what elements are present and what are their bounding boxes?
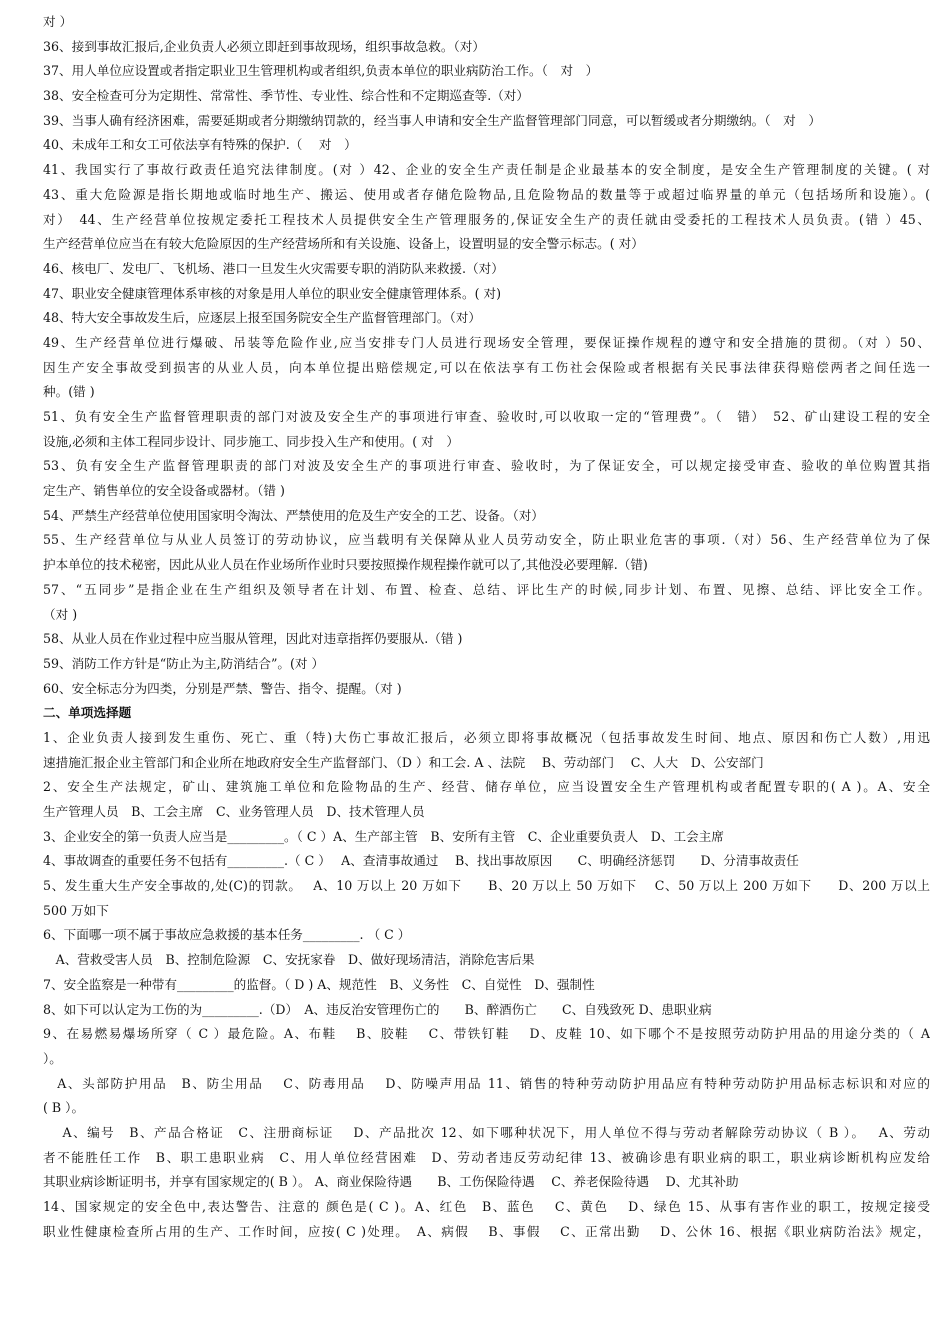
text-line: 43、重大危险源是指长期地或临时地生产、搬运、使用或者存储危险物品,且危险物品的数量等于或超过临界量的单元（包括场所和设施）。(	[43, 186, 930, 202]
text-line: 49、生产经营单位进行爆破、吊装等危险作业,应当安排专门人员进行现场安全管理，要保证操作规程的遵守和安全措施的贯彻。（对 ）50、	[43, 334, 930, 350]
text-line: 生产管理人员 B、工会主席 C、业务管理人员 D、技术管理人员	[43, 804, 425, 819]
text-line: ( B ）。	[43, 1100, 85, 1116]
text-line: 57、“五同步”是指企业在生产组织及领导者在计划、布置、检查、总结、评比生产的时候,同步计划、布置、见擦、总结、评比安全工作。	[43, 581, 930, 597]
text-line: 14、国家规定的安全色中,表达警告、注意的 颜色是( C )。A、红色 B、蓝色 C、黄色 D、绿色 15、从事有害作业的职工，按规定接受	[43, 1199, 930, 1214]
text-line: 速措施汇报企业主管部门和企业所在地政府安全生产监督部门、（D ）和工会. A 、法院 B、劳动部门 C、人大 D、公安部门	[43, 754, 764, 770]
text-line: 8、如下可以认定为工伤的为_________.（D） A、违反治安管理伤亡的 B、醉酒伤亡 C、自残致死 D、患职业病	[43, 1001, 712, 1017]
text-line: 59、消防工作方针是“防止为主,防消结合”。(对 ）	[43, 655, 325, 671]
text-line: 护本单位的技术秘密，因此从业人员在作业场所作业时只要按照操作规程操作就可以了,其他没必要理解.（错)	[43, 557, 648, 573]
text-line: 47、职业安全健康管理体系审核的对象是用人单位的职业安全健康管理体系。( 对)	[43, 285, 502, 301]
text-line: 2、安全生产法规定，矿山、建筑施工单位和危险物品的生产、经营、储存单位，应当设置安全生产管理机构或者配置专职的( A )。A、安全	[43, 779, 930, 795]
text-line: 5、发生重大生产安全事故的,处(C)的罚款。 A、10 万以上 20 万如下 B、20 万以上 50 万如下 C、50 万以上 200 万如下 D、200 万以上	[43, 878, 930, 894]
text-line: 500 万如下	[43, 902, 109, 918]
text-line: 4、事故调查的重要任务不包括有_________.（ C ） A、查清事故通过 B、找出事故原因 C、明确经济惩罚 D、分清事故责任	[43, 853, 799, 869]
text-line: 定生产、销售单位的安全设备或器材。（错 )	[43, 483, 285, 499]
text-line: A、营救受害人员 B、控制危险源 C、安抚家眷 D、做好现场清洁，消除危害后果	[43, 952, 535, 968]
text-line: （对 )	[43, 606, 78, 622]
text-line: 41、我国实行了事故行政责任追究法律制度。(对 ）42、企业的安全生产责任制是企业最基本的安全制度，是安全生产管理制度的关键。( 对	[43, 162, 930, 178]
text-line: 7、安全监察是一种带有_________的监督。（ D ) A、规范性 B、义务性 C、自觉性 D、强制性	[43, 976, 595, 992]
text-line: 其职业病诊断证明书，并享有国家规定的( B ）。 A、商业保险待遇 B、工伤保险待遇 C、养老保险待遇 D、尤其补助	[43, 1174, 739, 1190]
text-line: 46、核电厂、发电厂、飞机场、港口一旦发生火灾需要专职的消防队来救援.（对）	[43, 260, 504, 276]
text-line: 1、企业负责人接到发生重伤、死亡、重（特)大伤亡事故汇报后，必须立即将事故概况（包括事故发生时间、地点、原因和伤亡人数）,用迅	[43, 729, 930, 745]
text-line: 60、安全标志分为四类，分别是严禁、警告、指令、提醒。（对 )	[43, 680, 402, 696]
text-line: 55、生产经营单位与从业人员签订的劳动协议，应当载明有关保障从业人员劳动安全，防止职业危害的事项.（对）56、生产经营单位为了保	[43, 532, 930, 548]
text-line: 40、未成年工和女工可依法享有特殊的保护.（ 对 ）	[43, 137, 357, 153]
text-line: A、编号 B、产品合格证 C、注册商标证 D、产品批次 12、如下哪种状况下，用人单位不得与劳动者解除劳动协议（ B ）。 A、劳动	[43, 1124, 930, 1140]
text-line: 对） 44、生产经营单位按规定委托工程技术人员提供安全生产管理服务的,保证安全生产的责任就由受委托的工程技术人员负责。(错 ）45、	[43, 211, 930, 227]
text-line: 职业性健康检查所占用的生产、工作时间，应按( C )处理。 A、病假 B、事假 C、正常出勤 D、公休 16、根据《职业病防治法》规定，	[43, 1223, 930, 1239]
text-line: 种。(错 )	[43, 384, 95, 400]
text-line: ）。	[43, 1050, 62, 1066]
text-line: 3、企业安全的第一负责人应当是_________。（ C ）A、生产部主管 B、安所有主管 C、企业重要负责人 D、工会主席	[43, 828, 724, 844]
text-line: 对 ）	[43, 14, 73, 29]
text-line: 设施,必须和主体工程同步设计、同步施工、同步投入生产和使用。( 对 ）	[43, 433, 459, 449]
text-line: 37、用人单位应设置或者指定职业卫生管理机构或者组织,负责本单位的职业病防治工作。（ 对 ）	[43, 63, 599, 79]
text-line: 6、下面哪一项不属于事故应急救援的基本任务_________. （ C ）	[43, 927, 411, 943]
text-line: 39、当事人确有经济困难，需要延期或者分期缴纳罚款的，经当事人申请和安全生产监督管理部门同意，可以暂缓或者分期缴纳。（ 对 ）	[43, 112, 821, 128]
section-heading: 二、单项选择题	[43, 705, 132, 721]
text-line: 生产经营单位应当在有较大危险原因的生产经营场所和有关设施、设备上，设置明显的安全警示标志。( 对）	[43, 236, 644, 252]
text-line: 38、安全检查可分为定期性、常常性、季节性、专业性、综合性和不定期巡查等.（对）	[43, 88, 529, 104]
text-line: 36、接到事故汇报后,企业负责人必须立即赶到事故现场，组织事故急救。（对）	[43, 38, 485, 54]
text-line: 58、从业人员在作业过程中应当服从管理，因此对违章指挥仍要服从.（错 )	[43, 631, 463, 647]
text-line: 48、特大安全事故发生后，应逐层上报至国务院安全生产监督管理部门。（对）	[43, 310, 481, 326]
text-line: 53、负有安全生产监督管理职责的部门对波及安全生产的事项进行审查、验收时，为了保证安全，可以规定接受审查、验收的单位购置其指	[43, 458, 930, 474]
text-line: 者不能胜任工作 B、职工患职业病 C、用人单位经营困难 D、劳动者违反劳动纪律 13、被确诊患有职业病的职工，职业病诊断机构应发给	[43, 1149, 930, 1165]
text-line: 因生产安全事故受到损害的从业人员，向本单位提出赔偿规定,可以在依法享有工伤社会保险或者根据有关民事法律获得赔偿两者之间任选一	[43, 359, 930, 375]
text-line: 9、在易燃易爆场所穿（ C ）最危险。A、布鞋 B、胶鞋 C、带铁钉鞋 D、皮鞋 10、如下哪个不是按照劳动防护用品的用途分类的（ A	[43, 1026, 930, 1042]
text-line: A、头部防护用品 B、防尘用品 C、防毒用品 D、防噪声用品 11、销售的特种劳动防护用品应有特种劳动防护用品标志标识和对应的	[43, 1075, 930, 1091]
text-line: 51、负有安全生产监督管理职责的部门对波及安全生产的事项进行审查、验收时,可以收取一定的“管理费”。（ 错） 52、矿山建设工程的安全	[43, 409, 930, 424]
text-line: 54、严禁生产经营单位使用国家明令淘汰、严禁使用的危及生产安全的工艺、设备。（对）	[43, 507, 544, 523]
